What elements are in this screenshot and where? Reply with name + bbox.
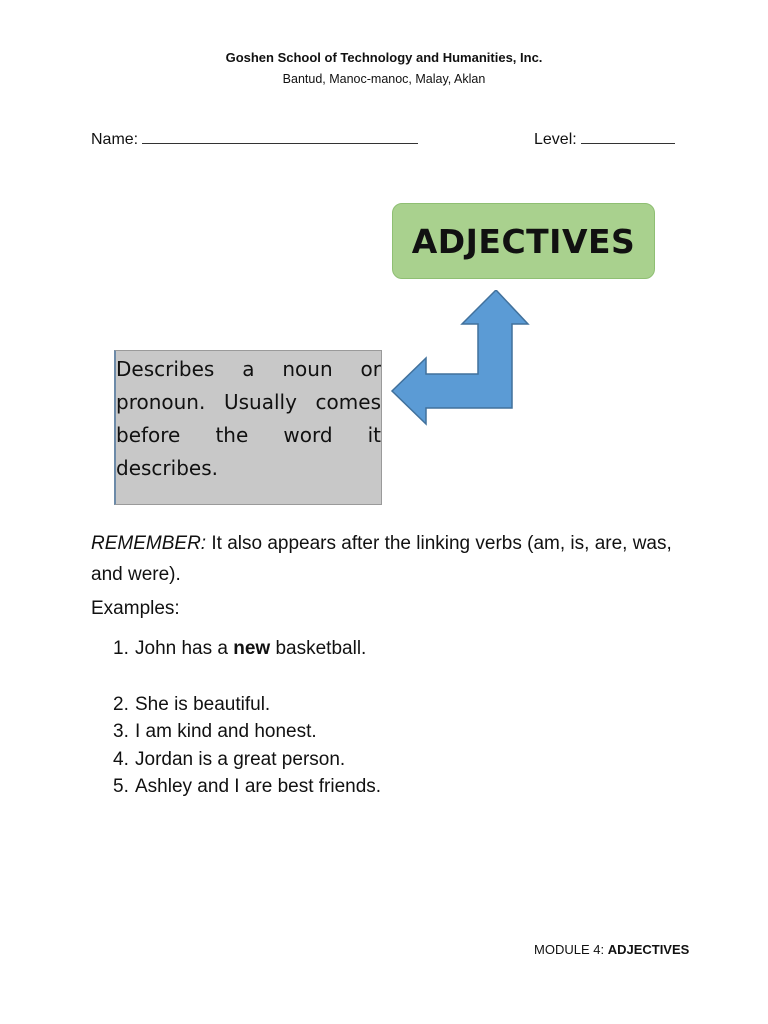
example-text: Jordan is a great person. (135, 749, 346, 770)
example-text: She is beautiful. (135, 694, 271, 715)
title-box (392, 203, 655, 279)
school-name: Goshen School of Technology and Humanities, Inc. (225, 50, 543, 65)
footer-prefix: MODULE 4: (534, 942, 608, 957)
example-number: 5. (113, 776, 129, 797)
example-item-4 (113, 749, 345, 771)
bent-arrow-icon (390, 290, 530, 430)
title-text: ADJECTIVES (411, 221, 636, 261)
definition-text: Describes a noun or pronoun. Usually comes before the word it describes. (116, 357, 381, 480)
example-item-3 (113, 721, 317, 743)
example-item-1 (113, 638, 366, 660)
example-text: I am kind and honest. (135, 721, 317, 742)
footer-title: ADJECTIVES (607, 942, 690, 957)
example-number: 4. (113, 749, 129, 770)
level-label: Level: (534, 131, 577, 148)
remember-text: It also appears after the linking verbs (am, is, are, was, and were). (91, 533, 672, 585)
name-field (91, 130, 418, 149)
example-number: 3. (113, 721, 129, 742)
example-item-5 (113, 776, 381, 798)
example-text-start: John has a (135, 638, 234, 659)
name-label: Name: (91, 131, 139, 148)
examples-label: Examples: (91, 598, 180, 619)
remember-label: REMEMBER: (91, 533, 207, 554)
example-item-2 (113, 694, 270, 716)
level-field (534, 130, 675, 149)
level-blank-line (581, 130, 675, 144)
example-number: 2. (113, 694, 129, 715)
example-number: 1. (113, 638, 129, 659)
school-address: Bantud, Manoc-manoc, Malay, Aklan (282, 72, 486, 86)
example-text-end: basketball. (270, 638, 367, 659)
name-blank-line (142, 130, 418, 144)
definition-box (114, 350, 382, 505)
example-text: Ashley and I are best friends. (135, 776, 382, 797)
example-bold-adjective: new (233, 638, 271, 659)
remember-note (91, 528, 691, 590)
page-footer (534, 942, 689, 957)
